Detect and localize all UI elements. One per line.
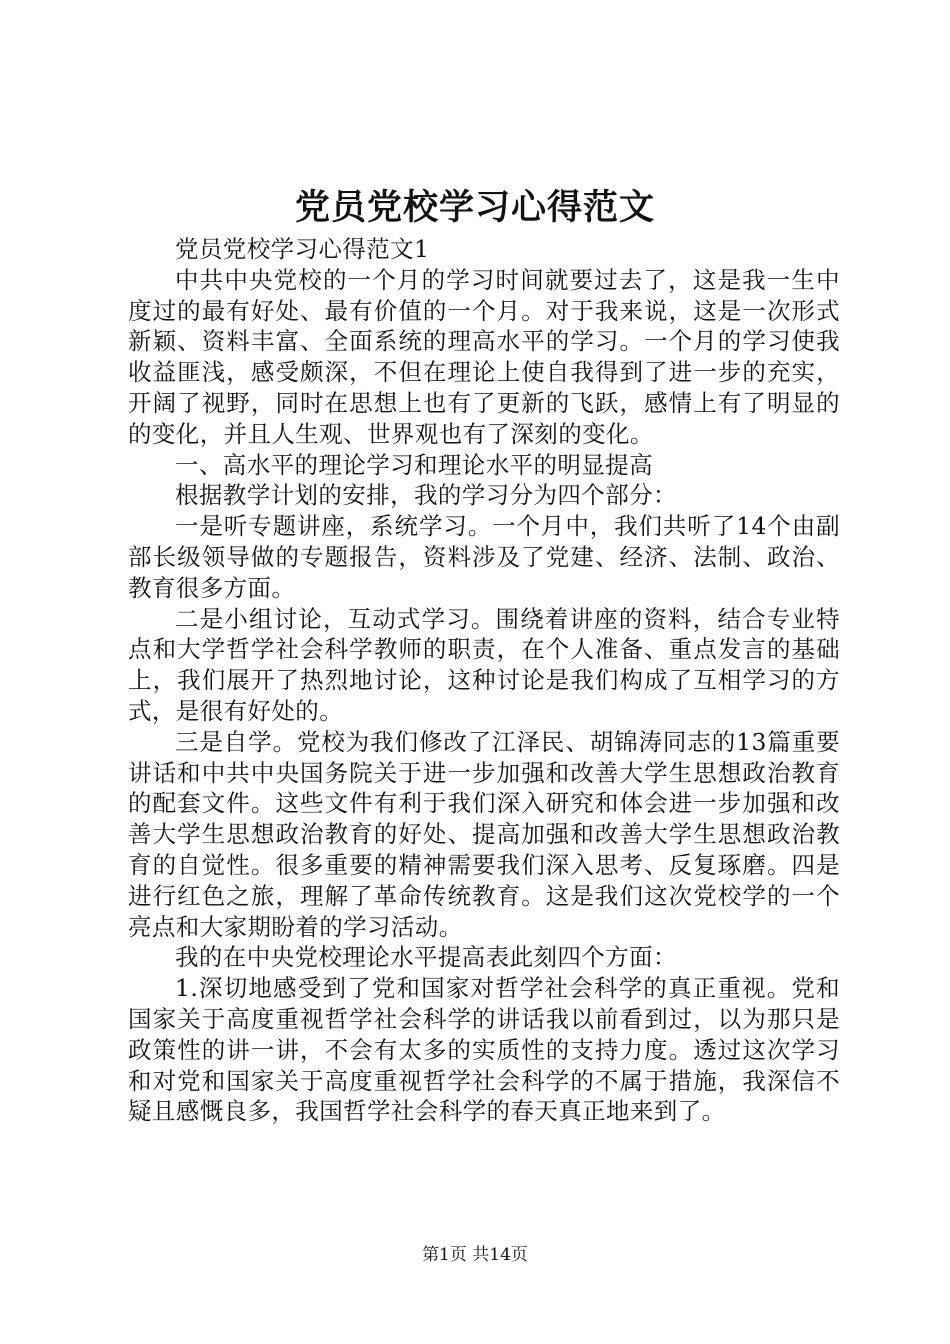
body-paragraph: 根据教学计划的安排，我的学习分为四个部分：	[175, 481, 677, 510]
body-paragraph: 三是自学。党校为我们修改了江泽民、胡锦涛同志的13篇重要讲话和中共中央国务院关于进一步加强和改善大学生思想政治教育的配套文件。这些文件有利于我们深入研究和体会进一步加强和改善大学生思想政治教育的好处、提高加强和改善大学生思想政治教育的自觉性。很多重要的精神需要我们深入思考、反复琢磨。四是进行红色之旅，理解了革命传统教育。这是我们这次党校学的一个亮点和大家期盼着的学习活动。	[128, 727, 840, 941]
page-title: 党员党校学习心得范文	[294, 187, 655, 228]
page-number: 第1页 共14页	[422, 1245, 528, 1265]
body-paragraph: 一是听专题讲座，系统学习。一个月中，我们共听了14个由副部长级领导做的专题报告，资料涉及了党建、经济、法制、政治、教育很多方面。	[128, 512, 840, 602]
subtitle-paragraph: 党员党校学习心得范文1	[175, 235, 430, 263]
section-heading: 一、高水平的理论学习和理论水平的明显提高	[175, 450, 653, 479]
body-paragraph: 我的在中央党校理论水平提高表此刻四个方面：	[175, 943, 677, 972]
intro-paragraph: 中共中央党校的一个月的学习时间就要过去了，这是我一生中度过的最有好处、最有价值的一个月。对于我来说，这是一次形式新颖、资料丰富、全面系统的理高水平的学习。一个月的学习使我收益匪浅，感受颇深，不但在理论上使自我得到了进一步的充实，开阔了视野，同时在思想上也有了更新的飞跃，感情上有了明显的的变化，并且人生观、世界观也有了深刻的变化。	[128, 265, 840, 448]
body-paragraph: 1.深切地感受到了党和国家对哲学社会科学的真正重视。党和国家关于高度重视哲学社会科学的讲话我以前看到过，以为那只是政策性的讲一讲，不会有太多的实质性的支持力度。透过这次学习和对党和国家关于高度重视哲学社会科学的不属于措施，我深信不疑且感慨良多，我国哲学社会科学的春天真正地来到了。	[128, 974, 840, 1126]
body-paragraph: 二是小组讨论，互动式学习。围绕着讲座的资料，结合专业特点和大学哲学社会科学教师的职责，在个人准备、重点发言的基础上，我们展开了热烈地讨论，这种讨论是我们构成了互相学习的方式，是很有好处的。	[128, 604, 840, 725]
document-body	[128, 234, 840, 1127]
